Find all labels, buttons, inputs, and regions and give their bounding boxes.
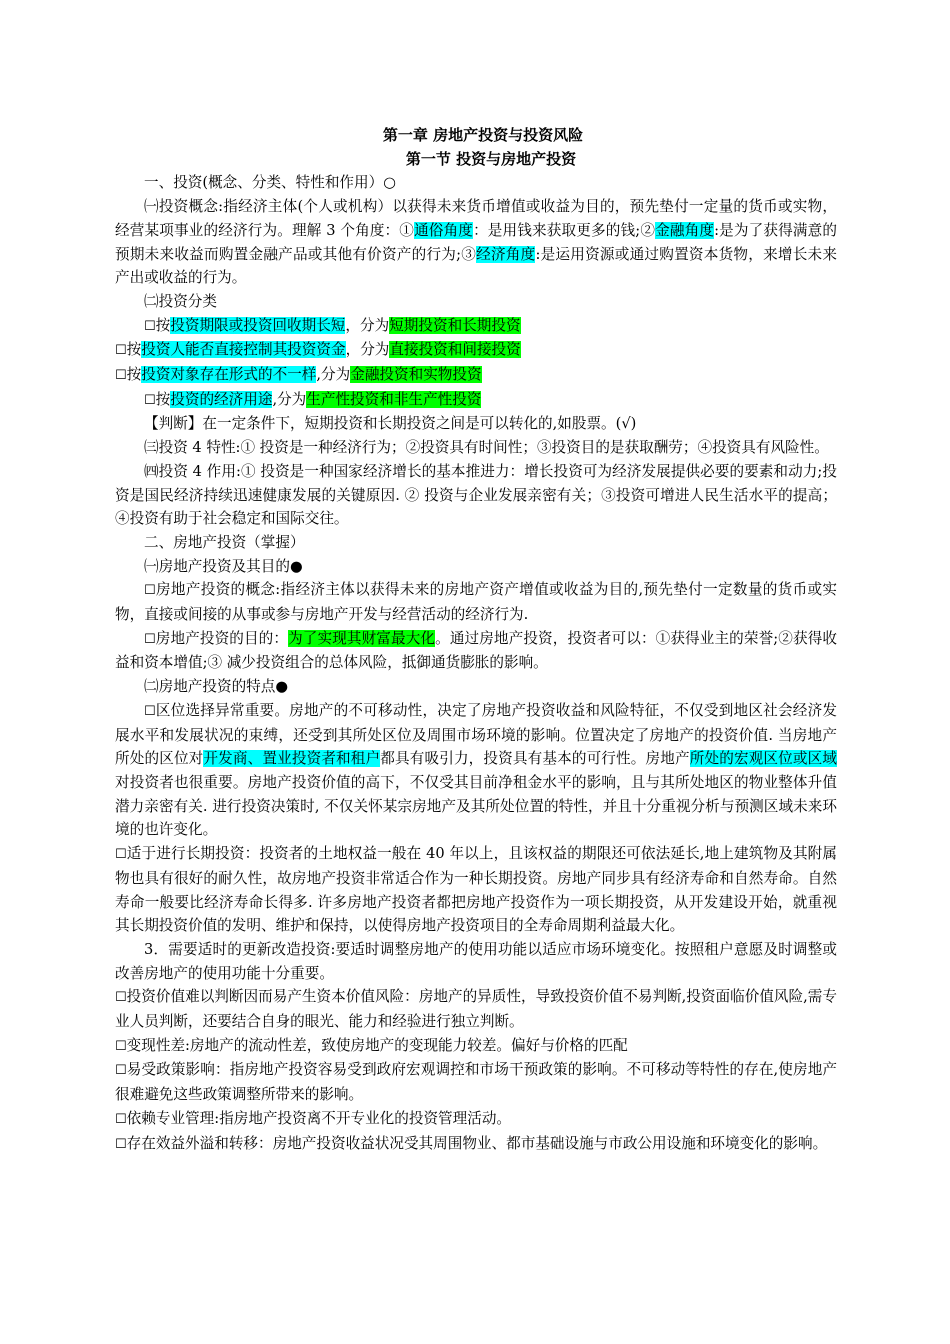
text-run: 3．需要适时的更新改造投资:要适时调整房地产的使用功能以适应市场环境变化。按照租户意愿及时调整或改善房地产的使用功能十分重要。 xyxy=(115,940,837,982)
checkbox-icon: ☐ xyxy=(115,847,127,863)
highlighted-text: 投资期限或投资回收期长短 xyxy=(170,316,346,334)
text-run: ㈣投资 4 作用:① 投资是一种国家经济增长的基本推进力：增长投资可为经济发展提供必要的要素和动力;投资是国民经济持续迅速健康发展的关键原因. ② 投资与企业发展亲密有关；③投资可增进人民生活水平的提高；④投资有助于社会稳定和国际交往。 xyxy=(115,462,837,528)
paragraph xyxy=(115,938,837,985)
paragraph xyxy=(115,388,837,413)
text-run: 变现性差:房地产的流动性差，致使房地产的变现能力较差。偏好与价格的匹配 xyxy=(126,1036,628,1054)
paragraph xyxy=(115,578,837,626)
text-run: 。通过房地产投资，投资者可以：①获得业主的荣誉;②获得收益和资本增值;③ 减少投资组合的总体风险，抵御通货膨胀的影响。 xyxy=(115,629,837,672)
paragraph xyxy=(115,531,837,555)
highlighted-text: 投资人能否直接控制其投资资金 xyxy=(141,341,346,359)
text-run: 都具有吸引力，投资具有基本的可行性。房地产 xyxy=(380,750,690,768)
paragraph xyxy=(115,1058,837,1106)
text-run: 存在效益外溢和转移：房地产投资收益状况受其周围物业、都市基础设施与市政公用设施和环境变化的影响。 xyxy=(126,1134,828,1152)
checkbox-icon: ☐ xyxy=(144,703,156,719)
paragraph xyxy=(115,290,837,314)
highlighted-text: 金融投资和实物投资 xyxy=(350,366,482,384)
checkbox-icon: ☐ xyxy=(115,990,127,1006)
text-run: ㈠投资概念:指经济主体(个人或机构）以获得未来货币增值或收益为目的，预先垫付一定量的货币或实物，经营某项事业的经济行为。理解 3 个角度：① xyxy=(115,198,837,239)
highlighted-text: 为了实现其财富最大化 xyxy=(288,629,436,647)
section-title: 第一节 投资与房地产投资 xyxy=(405,149,577,168)
text-run: 一、投资(概念、分类、特性和作用）○ xyxy=(144,174,396,192)
checkbox-icon: ☐ xyxy=(115,1038,127,1054)
checkbox-icon: ☐ xyxy=(144,318,156,334)
paragraph xyxy=(115,436,837,460)
paragraph xyxy=(115,412,837,436)
highlighted-text: 生产性投资和非生产性投资 xyxy=(306,390,482,408)
paragraph xyxy=(115,842,837,938)
text-run: ㈠房地产投资及其目的● xyxy=(144,557,303,575)
text-run: ：是用钱来获取更多的钱;② xyxy=(473,221,656,239)
text-run: ,分为 xyxy=(316,366,351,384)
checkbox-icon: ☐ xyxy=(115,1111,127,1127)
checkbox-icon: ☐ xyxy=(115,1063,127,1079)
paragraph xyxy=(115,627,837,675)
text-run: ㈡投资分类 xyxy=(144,292,217,310)
text-run: ，分为 xyxy=(345,341,390,359)
text-run: 区位选择异常重要。房地产的不可移动性，决定了房地产投资收益和风险特征，不仅受到地区社会经济发展水平和发展状况的束缚，还受到其所处区位及周围市场环境的影响。位置决定了房地产的投资价值. 当房地产所处的区位对 xyxy=(115,701,837,768)
paragraph xyxy=(115,1034,837,1059)
paragraph xyxy=(115,195,837,290)
text-run: :是为了获得满意的预期未来收益而购置金融产品或其他有价资产的行为;③ xyxy=(115,221,837,263)
text-run: 投资价值难以判断因而易产生资本价值风险：房地产的异质性，导致投资价值不易判断,投资面临价值风险,需专业人员判断，还要结合自身的眼光、能力和经验进行独立判断。 xyxy=(115,988,837,1031)
paragraph xyxy=(115,460,837,531)
paragraph xyxy=(115,1107,837,1132)
chapter-title: 第一章 房地产投资与投资风险 xyxy=(382,126,584,144)
text-run: ㈢投资 4 特性:① 投资是一种经济行为；②投资具有时间性；③投资目的是获取酬劳；④投资具有风险性。 xyxy=(144,439,829,457)
paragraph xyxy=(115,363,837,388)
highlighted-text: 投资对象存在形式的不一样 xyxy=(141,366,317,384)
paragraph xyxy=(115,675,837,699)
highlighted-text: 投资的经济用途 xyxy=(170,390,273,408)
highlighted-text: 短期投资和长期投资 xyxy=(389,316,521,334)
text-run: :是运用资源或通过购置资本货物，来增长未来产出或收益的行为。 xyxy=(115,245,837,287)
paragraph xyxy=(115,1132,837,1157)
text-run: ㈡房地产投资的特点● xyxy=(144,678,289,696)
paragraph xyxy=(115,985,837,1033)
text-run: 按 xyxy=(126,341,142,359)
checkbox-icon: ☐ xyxy=(144,392,156,408)
text-run: 房地产投资的目的： xyxy=(155,629,289,647)
document-body xyxy=(115,124,837,1156)
paragraph xyxy=(115,338,837,363)
text-run: 【判断】在一定条件下，短期投资和长期投资之间是可以转化的,如股票。(√) xyxy=(144,415,637,433)
checkbox-icon: ☐ xyxy=(115,368,127,384)
checkbox-icon: ☐ xyxy=(115,343,127,359)
text-run: 易受政策影响：指房地产投资容易受到政府宏观调控和市场干预政策的影响。不可移动等特性的存在,使房地产很难避免这些政策调整所带来的影响。 xyxy=(115,1061,837,1104)
text-run: 二、房地产投资（掌握） xyxy=(144,533,305,551)
paragraph xyxy=(115,699,837,842)
text-run: 按 xyxy=(155,390,171,408)
checkbox-icon: ☐ xyxy=(115,1136,127,1152)
text-run: 适于进行长期投资：投资者的土地权益一般在 40 年以上，且该权益的期限还可依法延长,地上建筑物及其附属物也具有很好的耐久性，故房地产投资非常适合作为一种长期投资。房地产同步具有经济寿命和自然寿命。自然寿命一般要比经济寿命长得多. 许多房地产投资者都把房地产投资作为一项长期投资，从开发建设开始，就重视其长期投资价值的发明、维护和保持，以使得房地产投资项目的全寿命周期利益最大化。 xyxy=(115,845,837,935)
paragraph xyxy=(115,555,837,579)
paragraph xyxy=(115,171,837,195)
highlighted-text: 所处的宏观区位或区域 xyxy=(689,750,837,768)
paragraph xyxy=(115,314,837,339)
checkbox-icon: ☐ xyxy=(144,631,156,647)
highlighted-text: 金融角度 xyxy=(655,221,715,239)
checkbox-icon: ☐ xyxy=(144,583,156,599)
text-run: 房地产投资的概念:指经济主体以获得未来的房地产资产增值或收益为目的,预先垫付一定数量的货币或实物，直接或间接的从事或参与房地产开发与经营活动的经济行为. xyxy=(115,581,837,624)
paragraph-list xyxy=(115,171,837,1156)
text-run: ，分为 xyxy=(345,316,390,334)
highlighted-text: 经济角度 xyxy=(476,245,536,263)
text-run: ,分为 xyxy=(272,390,307,408)
text-run: 按 xyxy=(155,316,171,334)
text-run: 按 xyxy=(126,366,142,384)
highlighted-text: 直接投资和间接投资 xyxy=(389,341,521,359)
highlighted-text: 开发商、置业投资者和租户 xyxy=(203,750,381,768)
highlighted-text: 通俗角度 xyxy=(414,221,474,239)
text-run: 对投资者也很重要。房地产投资价值的高下，不仅受其目前净租金水平的影响，且与其所处地区的物业整体升值潜力亲密有关. 进行投资决策时, 不仅关怀某宗房地产及其所处位置的特性，并且十分重视分析与预测区域未来环境的也许变化。 xyxy=(115,773,837,839)
text-run: 依赖专业管理:指房地产投资离不开专业化的投资管理活动。 xyxy=(126,1109,512,1127)
